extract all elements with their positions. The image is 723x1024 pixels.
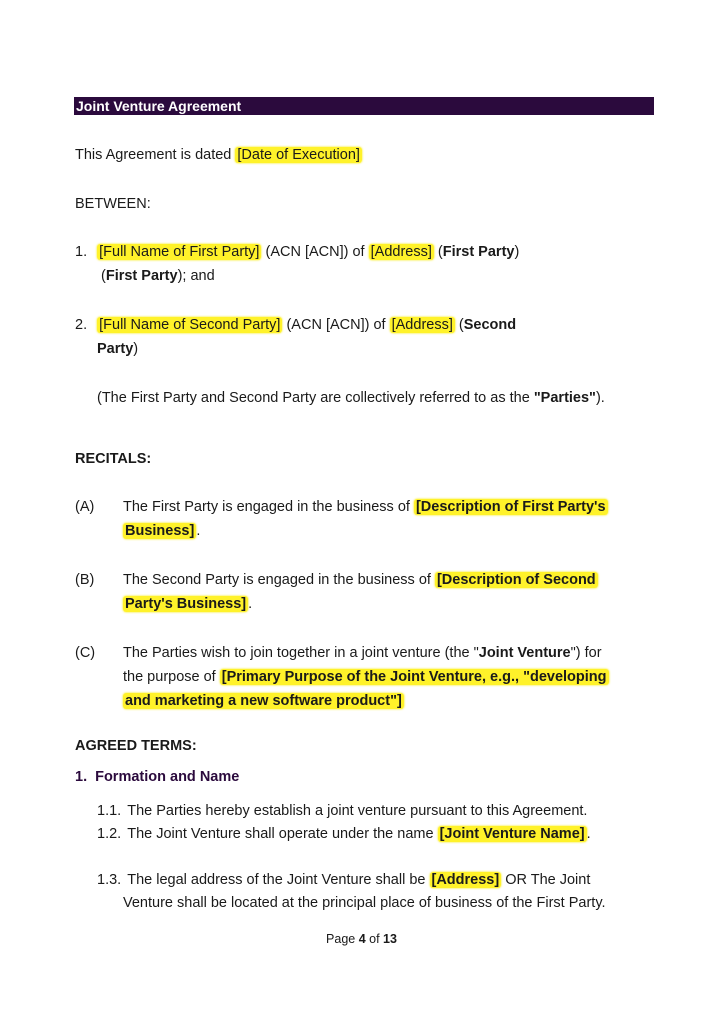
- recital-c-line3: and marketing a new software product"]: [125, 693, 402, 709]
- document-title: Joint Venture Agreement: [76, 98, 242, 114]
- party-1-line1: 1. [Full Name of First Party] (ACN [ACN]) of [Address] (First Party): [75, 244, 520, 260]
- clause-1-3-line1: 1.3. The legal address of the Joint Venture shall be [Address] OR The Joint: [97, 872, 591, 888]
- party-2-line1: 2. [Full Name of Second Party] (ACN [ACN]) of [Address] (Second: [75, 317, 517, 333]
- dated-line: This Agreement is dated [Date of Execution]: [75, 147, 360, 163]
- jv-address-placeholder: [Address]: [431, 872, 500, 888]
- party-2-line2: Party): [97, 341, 139, 357]
- page-footer: Page 4 of 13: [326, 932, 397, 946]
- recital-a-line1: The First Party is engaged in the business of [Description of First Party's: [123, 499, 606, 515]
- collective-definition: (The First Party and Second Party are collectively referred to as the "Parties").: [97, 390, 605, 406]
- first-party-business-placeholder: [Description of First Party's: [415, 499, 606, 515]
- recital-c-line2: the purpose of [Primary Purpose of the Joint Venture, e.g., "developing: [123, 669, 607, 685]
- recital-c-label: (C): [75, 645, 96, 661]
- document-title-bar: [74, 97, 654, 115]
- second-party-name-placeholder: [Full Name of Second Party]: [99, 317, 281, 333]
- party-1-line2: (First Party); and: [101, 268, 215, 284]
- clause-1-3-line2: Venture shall be located at the principal place of business of the First Party.: [123, 895, 606, 911]
- recital-b-label: (B): [75, 572, 95, 588]
- recitals-heading: RECITALS:: [75, 451, 152, 467]
- between-label: BETWEEN:: [75, 196, 151, 212]
- recital-b-line1: The Second Party is engaged in the business of [Description of Second: [123, 572, 596, 588]
- jv-name-placeholder: [Joint Venture Name]: [439, 826, 585, 842]
- section-1-heading: 1. Formation and Name: [75, 769, 240, 785]
- agreed-terms-heading: AGREED TERMS:: [75, 738, 197, 754]
- second-party-address-placeholder: [Address]: [391, 317, 453, 333]
- recital-b-line2: Party's Business] .: [125, 596, 253, 612]
- clause-1-1: 1.1. The Parties hereby establish a joint venture pursuant to this Agreement.: [97, 803, 588, 819]
- date-placeholder: [Date of Execution]: [237, 147, 360, 163]
- recital-a-label: (A): [75, 499, 95, 515]
- clause-1-2: 1.2. The Joint Venture shall operate under the name [Joint Venture Name] .: [97, 826, 591, 842]
- first-party-address-placeholder: [Address]: [370, 244, 432, 260]
- jv-purpose-placeholder: [Primary Purpose of the Joint Venture, e.g., "developing: [221, 669, 607, 685]
- recital-a-line2: Business] .: [125, 523, 201, 539]
- recital-c-line1: The Parties wish to join together in a joint venture (the "Joint Venture") for: [123, 645, 602, 661]
- second-party-business-placeholder: [Description of Second: [436, 572, 596, 588]
- first-party-name-placeholder: [Full Name of First Party]: [99, 244, 260, 260]
